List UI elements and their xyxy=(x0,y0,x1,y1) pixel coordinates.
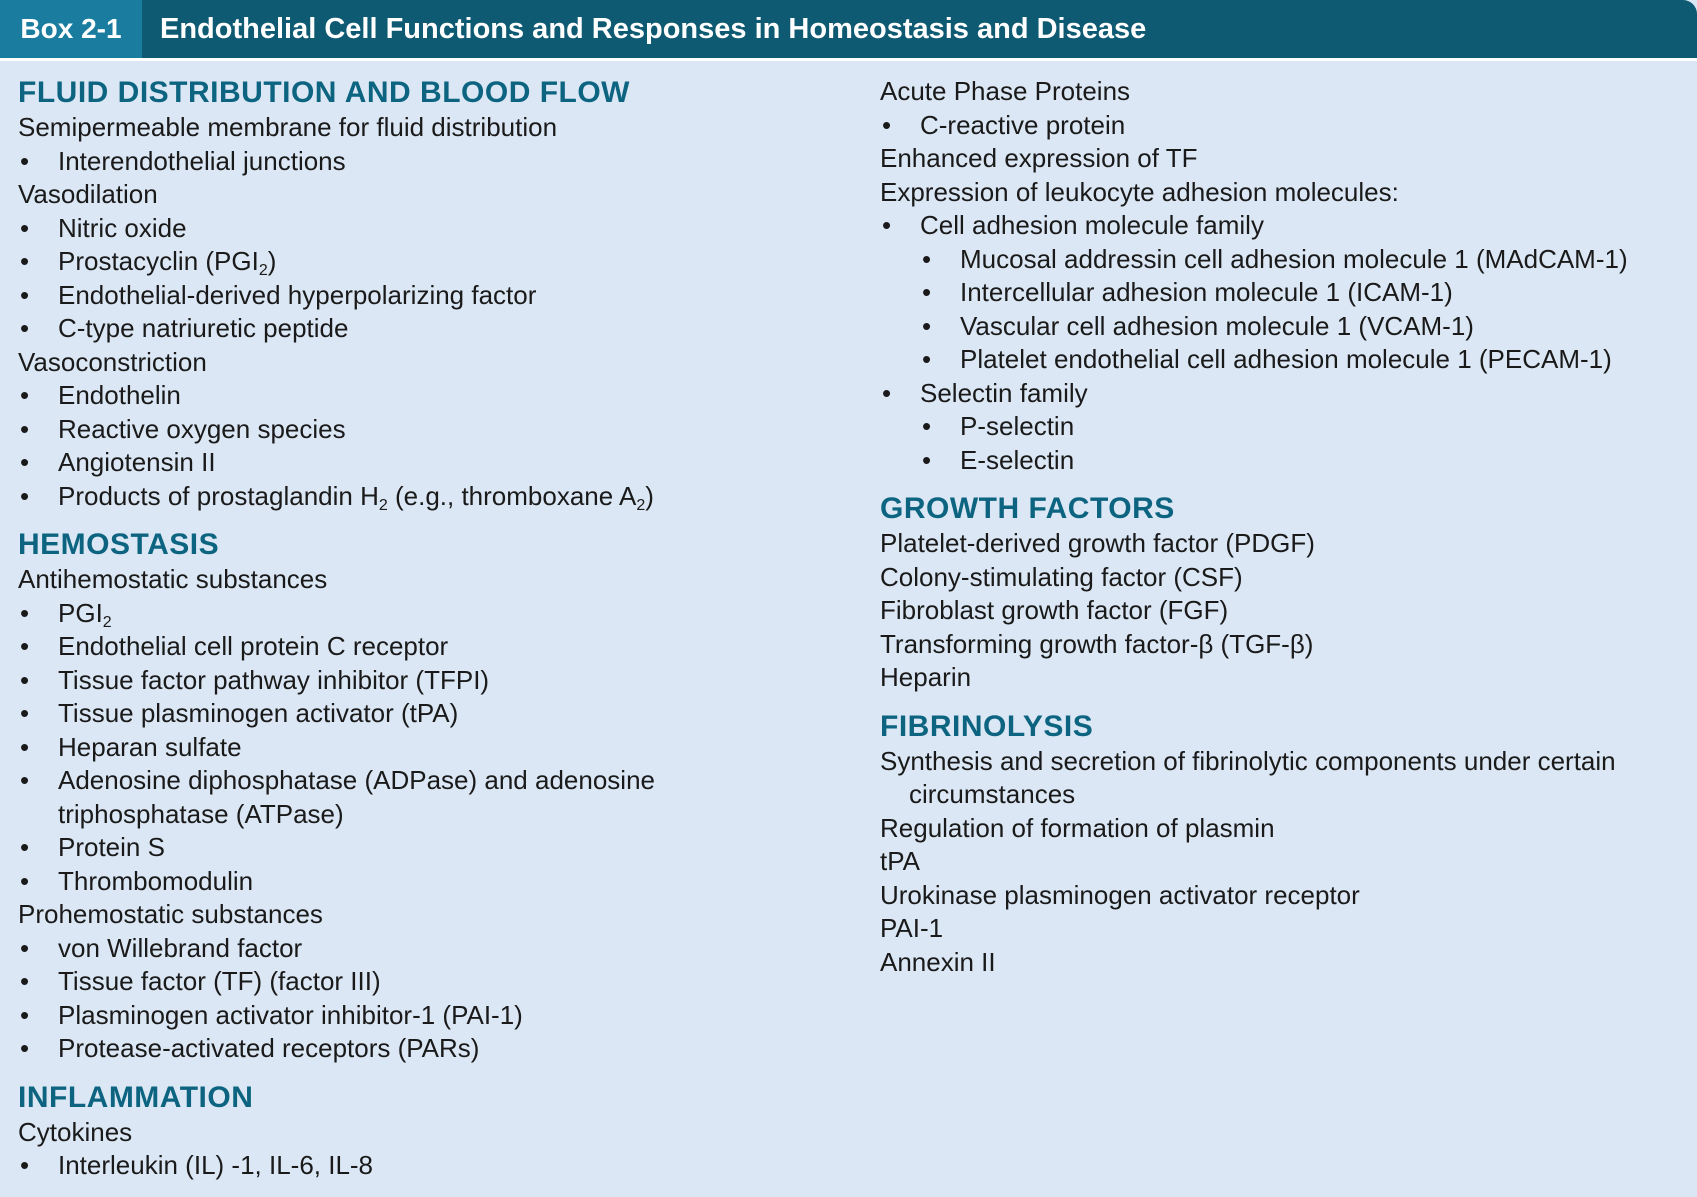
box-label: Box 2-1 xyxy=(0,0,142,58)
list-item: • Cell adhesion molecule family xyxy=(880,209,1697,243)
list-item: Prohemostatic substances xyxy=(18,899,323,929)
section-title-inflammation: INFLAMMATION xyxy=(18,1080,254,1114)
list-item: • Tissue factor pathway inhibitor (TFPI) xyxy=(18,664,862,698)
section-growth-factors xyxy=(880,491,1697,695)
list-item: • Endothelial-derived hyperpolarizing factor xyxy=(18,279,862,313)
list-item: Urokinase plasminogen activator receptor xyxy=(880,879,1360,910)
list-item: Heparin xyxy=(880,662,972,692)
list-item: • Angiotensin II xyxy=(18,446,862,480)
list-item: • E-selectin xyxy=(880,444,1697,478)
list-item: • Thrombomodulin xyxy=(18,865,862,899)
section-title-growth-factors: GROWTH FACTORS xyxy=(880,492,1175,525)
list-item: Vasoconstriction xyxy=(18,346,207,377)
list-item: Fibroblast growth factor (FGF) xyxy=(880,595,1229,625)
list-item: Enhanced expression of TF xyxy=(880,143,1198,173)
list-item-continuation: triphosphatase (ATPase) xyxy=(58,798,344,829)
box-title: Endothelial Cell Functions and Responses in Homeostasis and Disease xyxy=(160,12,1147,45)
list-item: • P-selectin xyxy=(880,410,1697,444)
list-item: • Interendothelial junctions xyxy=(18,145,862,179)
list-item: PAI-1 xyxy=(880,913,944,943)
list-item: Regulation of formation of plasmin xyxy=(880,812,1275,843)
list-item: • Tissue factor (TF) (factor III) xyxy=(18,965,862,999)
list-item: • von Willebrand factor xyxy=(18,932,862,966)
list-item: • Interleukin (IL) -1, IL-6, IL-8 xyxy=(18,1149,862,1183)
list-item: • Mucosal addressin cell adhesion molecule 1 (MAdCAM-1) xyxy=(880,243,1697,277)
section-inflammation-cont xyxy=(880,75,1697,477)
list-item: Expression of leukocyte adhesion molecules: xyxy=(880,176,1399,207)
list-item: Vasodilation xyxy=(18,179,158,209)
section-fluid xyxy=(18,75,862,513)
list-item: • C-type natriuretic peptide xyxy=(18,312,862,346)
box-header xyxy=(0,0,1697,58)
list-item: Synthesis and secretion of fibrinolytic components under certain xyxy=(880,745,1616,776)
list-item: • $PGI_2$ xyxy=(18,597,862,631)
list-item: • Products of prostaglandin $H_2$ (e.g., thromboxane $A_2$) xyxy=(18,480,862,514)
list-item: Antihemostatic substances xyxy=(18,564,328,594)
list-item: • C-reactive protein xyxy=(880,109,1697,143)
list-item: Acute Phase Proteins xyxy=(880,76,1131,106)
section-inflammation xyxy=(18,1080,862,1183)
list-item: • Adenosine diphosphatase (ADPase) and adenosine xyxy=(18,764,862,798)
left-column xyxy=(0,75,862,1197)
list-item: • Heparan sulfate xyxy=(18,731,862,765)
list-item: • Selectin family xyxy=(880,377,1697,411)
list-item: • Intercellular adhesion molecule 1 (ICAM-1) xyxy=(880,276,1697,310)
section-title-fibrinolysis: FIBRINOLYSIS xyxy=(880,709,1094,743)
list-item: • Prostacyclin $(PGI_2)$ xyxy=(18,245,862,279)
list-item: Annexin II xyxy=(880,946,996,977)
list-item: Platelet-derived growth factor (PDGF) xyxy=(880,528,1315,558)
list-item: • Endothelin xyxy=(18,379,862,413)
box-content xyxy=(0,61,1697,1197)
section-fibrinolysis xyxy=(880,709,1697,980)
list-item: • Plasminogen activator inhibitor-1 (PAI-1) xyxy=(18,999,862,1033)
list-item: • Protein S xyxy=(18,831,862,865)
list-item: • Nitric oxide xyxy=(18,212,862,246)
list-item: Cytokines xyxy=(18,1116,133,1147)
list-item: • Vascular cell adhesion molecule 1 (VCAM-1) xyxy=(880,310,1697,344)
list-item: • Tissue plasminogen activator (tPA) xyxy=(18,697,862,731)
list-item: • Reactive oxygen species xyxy=(18,413,862,447)
list-item: Semipermeable membrane for fluid distribution xyxy=(18,112,558,142)
section-title-hemostasis: HEMOSTASIS xyxy=(18,528,220,561)
section-title-fluid: FLUID DISTRIBUTION AND BLOOD FLOW xyxy=(18,76,630,109)
list-item: Transforming growth factor-β (TGF-β) xyxy=(880,628,1314,659)
section-hemostasis xyxy=(18,527,862,1066)
list-item: • Platelet endothelial cell adhesion molecule 1 (PECAM-1) xyxy=(880,343,1697,377)
right-column xyxy=(862,75,1697,1197)
list-item: • Endothelial cell protein C receptor xyxy=(18,630,862,664)
list-item: tPA xyxy=(880,846,920,876)
list-item: • Protease-activated receptors (PARs) xyxy=(18,1032,862,1066)
list-item-continuation: circumstances xyxy=(909,779,1076,809)
list-item: Colony-stimulating factor (CSF) xyxy=(880,561,1243,592)
